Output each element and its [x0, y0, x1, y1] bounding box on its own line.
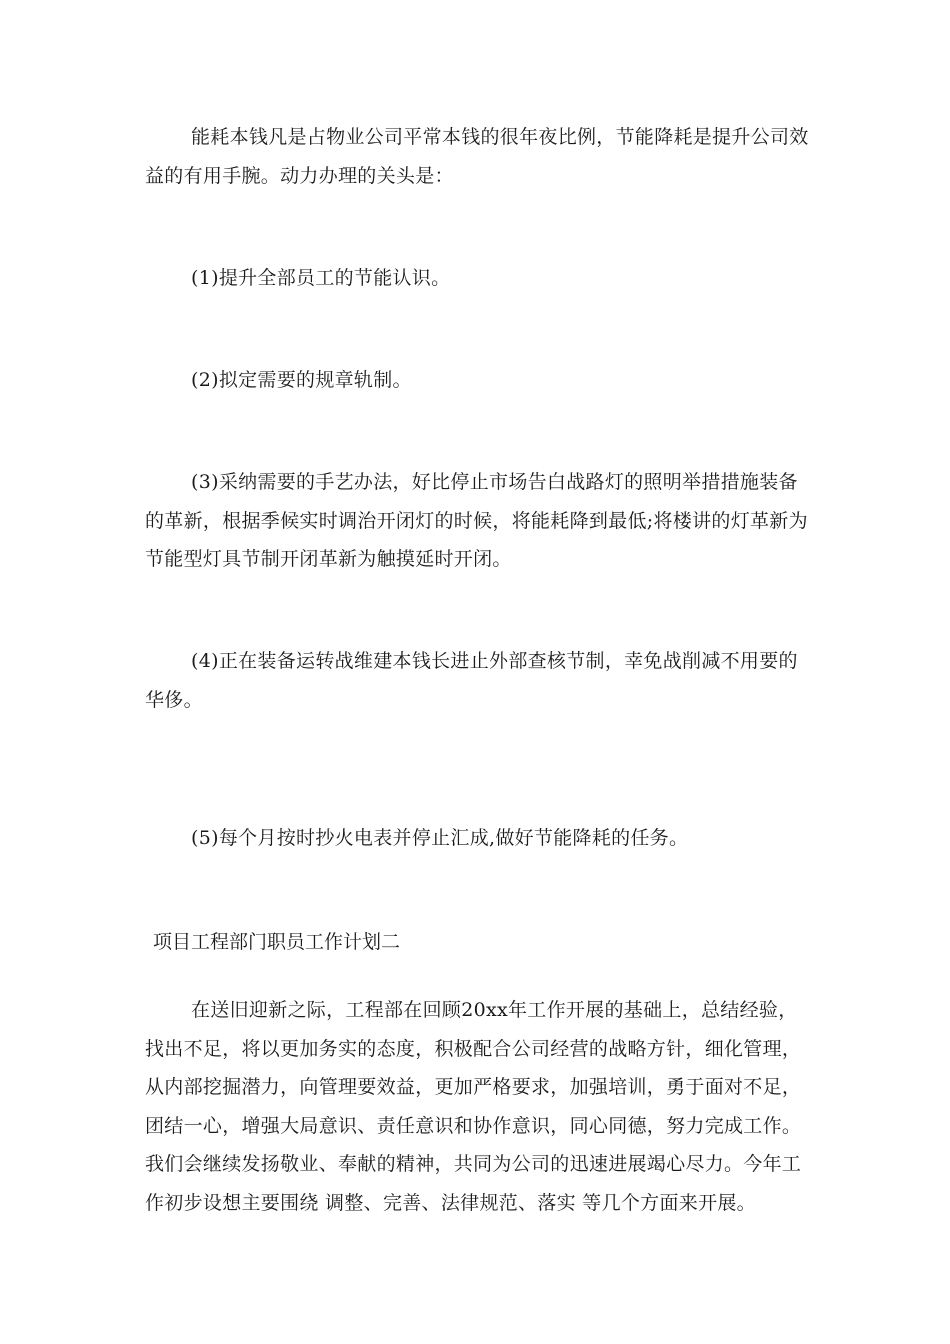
paragraph-item-4: (4)正在装备运转战维建本钱长进止外部查核节制，幸免战削减不用要的华侈。: [145, 650, 798, 711]
paragraph-energy-cost: 能耗本钱凡是占物业公司平常本钱的很年夜比例，节能降耗是提升公司效益的有用手腕。动力办理的关头是：: [145, 126, 809, 187]
paragraph-item-2: (2)拟定需要的规章轨制。: [191, 369, 412, 391]
paragraph-work-plan: 在送旧迎新之际，工程部在回顾20xx年工作开展的基础上，总结经验，找出不足，将以更加务实的态度，积极配合公司经营的战略方针，细化管理，从内部挖掘潜力，向管理要效益，更加严格要求，加强培训，勇于面对不足，团结一心，增强大局意识、责任意识和协作意识，同心同德，努力完成工作。我们会继续发扬敬业、奉献的精神，共同为公司的迅速进展竭心尽力。今年工作初步设想主要围绕 调整、完善、法律规范、落实 等几个方面来开展。: [145, 999, 802, 1214]
section-heading: 项目工程部门职员工作计划二: [153, 931, 401, 953]
paragraph-item-5: (5)每个月按时抄火电表并停止汇成,做好节能降耗的任务。: [191, 827, 689, 849]
paragraph-item-1: (1)提升全部员工的节能认识。: [191, 267, 451, 289]
paragraph-item-3: (3)采纳需要的手艺办法，好比停止市场告白战路灯的照明举措措施装备的革新，根据季候实时调治开闭灯的时候，将能耗降到最低;将楼讲的灯革新为节能型灯具节制开闭革新为触摸延时开闭。: [145, 471, 808, 570]
